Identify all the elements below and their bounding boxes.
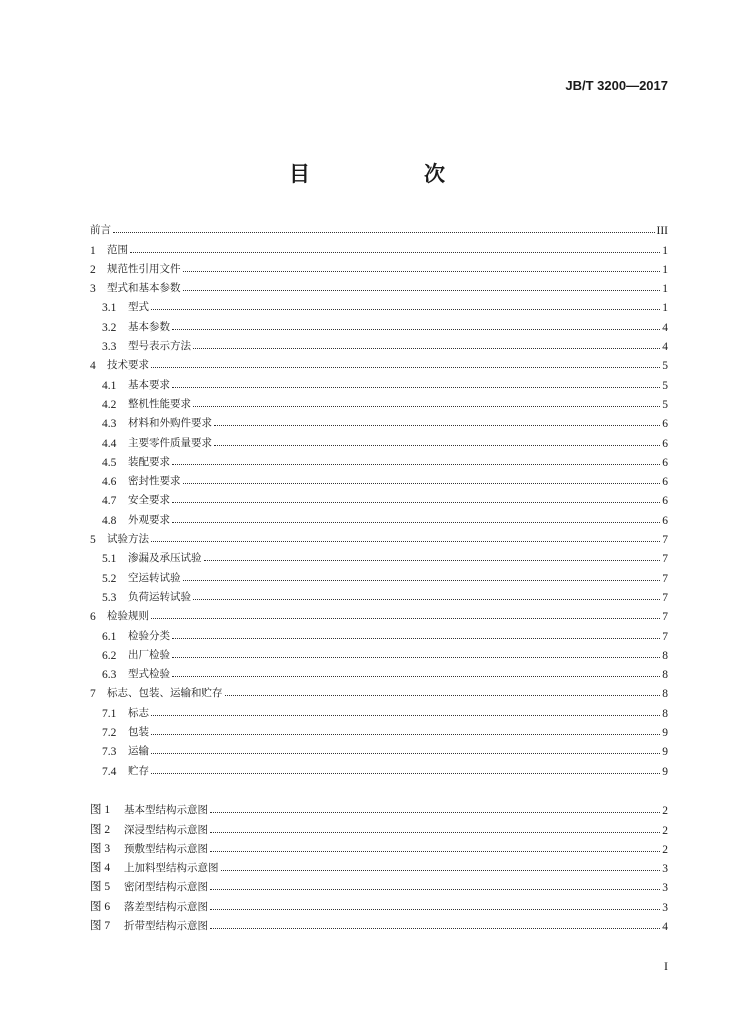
dot-leader — [172, 464, 660, 465]
dot-leader — [172, 329, 660, 330]
entry-title: 检验分类 — [128, 629, 170, 642]
dot-leader — [183, 271, 661, 272]
entry-title: 出厂检验 — [128, 648, 170, 661]
entry-number: 5.2 — [102, 572, 117, 585]
entry-title: 包装 — [128, 726, 149, 739]
dot-leader — [210, 832, 660, 833]
entry-title: 标志、包装、运输和贮存 — [107, 687, 223, 700]
entry-page: 4 — [662, 321, 668, 334]
entry-number: 4.6 — [102, 476, 117, 489]
entry-title: 外观要求 — [128, 513, 170, 526]
entry-title: 折带型结构示意图 — [124, 920, 208, 933]
entry-title: 基本要求 — [128, 378, 170, 391]
entry-number: 5.1 — [102, 553, 117, 566]
dot-leader — [172, 387, 660, 388]
toc-entry — [90, 469, 668, 488]
dot-leader — [151, 367, 660, 368]
page-title: 目 次 — [289, 162, 469, 186]
figure-entry — [90, 856, 668, 875]
dot-leader — [183, 483, 661, 484]
dot-leader — [172, 638, 660, 639]
entry-number: 5 — [90, 534, 96, 547]
entry-title: 范围 — [107, 243, 128, 256]
dot-leader — [151, 309, 660, 310]
toc-entry — [90, 681, 668, 700]
table-of-contents — [90, 218, 668, 778]
entry-title: 装配要求 — [128, 455, 170, 468]
entry-page: 6 — [662, 514, 668, 527]
toc-entry — [90, 758, 668, 777]
entry-page: 6 — [662, 418, 668, 431]
entry-title: 深浸型结构示意图 — [124, 823, 208, 836]
dot-leader — [151, 734, 660, 735]
entry-number: 1 — [90, 244, 96, 257]
dot-leader — [172, 522, 660, 523]
entry-number: 图 6 — [90, 900, 111, 913]
entry-title: 运输 — [128, 745, 149, 758]
entry-title: 基本型结构示意图 — [124, 804, 208, 817]
entry-title: 材料和外购件要求 — [128, 417, 212, 430]
toc-entry — [90, 334, 668, 353]
toc-entry — [90, 257, 668, 276]
toc-entry — [90, 643, 668, 662]
dot-leader — [151, 753, 660, 754]
entry-title: 贮存 — [128, 764, 149, 777]
dot-leader — [151, 541, 660, 542]
dot-leader — [221, 870, 661, 871]
entry-number: 4 — [90, 360, 96, 373]
entry-page: 2 — [662, 805, 668, 818]
entry-number: 6.2 — [102, 649, 117, 662]
entry-page: 7 — [662, 534, 668, 547]
dot-leader — [130, 252, 660, 253]
entry-page: 9 — [662, 746, 668, 759]
toc-entry — [90, 623, 668, 642]
dot-leader — [214, 425, 660, 426]
entry-number: 图 3 — [90, 842, 111, 855]
entry-title: 规范性引用文件 — [107, 262, 181, 275]
entry-title: 试验方法 — [107, 533, 149, 546]
entry-page: 9 — [662, 727, 668, 740]
entry-page: 3 — [662, 863, 668, 876]
toc-entry — [90, 662, 668, 681]
entry-page: 2 — [662, 824, 668, 837]
entry-number: 2 — [90, 263, 96, 276]
dot-leader — [172, 502, 660, 503]
entry-title: 预敷型结构示意图 — [124, 842, 208, 855]
entry-title: 渗漏及承压试验 — [128, 552, 202, 565]
entry-number: 3.3 — [102, 341, 117, 354]
dot-leader — [210, 909, 660, 910]
dot-leader — [183, 290, 661, 291]
entry-number: 7.4 — [102, 765, 117, 778]
entry-title: 技术要求 — [107, 359, 149, 372]
entry-title: 检验规则 — [107, 610, 149, 623]
entry-title: 负荷运转试验 — [128, 590, 191, 603]
entry-page: 4 — [662, 341, 668, 354]
dot-leader — [214, 445, 660, 446]
entry-page: 7 — [662, 611, 668, 624]
figure-list — [90, 798, 668, 933]
entry-number: 图 2 — [90, 823, 111, 836]
entry-title: 型式 — [128, 301, 149, 314]
entry-number: 图 5 — [90, 881, 111, 894]
toc-entry — [90, 430, 668, 449]
entry-page: 6 — [662, 456, 668, 469]
entry-title: 主要零件质量要求 — [128, 436, 212, 449]
standard-code: JB/T 3200—2017 — [565, 78, 668, 93]
entry-title: 整机性能要求 — [128, 397, 191, 410]
entry-title: 密闭型结构示意图 — [124, 881, 208, 894]
entry-number: 5.3 — [102, 591, 117, 604]
toc-entry — [90, 546, 668, 565]
entry-number: 3.2 — [102, 321, 117, 334]
entry-number: 3 — [90, 283, 96, 296]
entry-number: 图 4 — [90, 862, 111, 875]
entry-number: 7 — [90, 688, 96, 701]
entry-number: 4.7 — [102, 495, 117, 508]
toc-entry — [90, 411, 668, 430]
toc-entry — [90, 392, 668, 411]
figure-entry — [90, 914, 668, 933]
entry-page: 6 — [662, 495, 668, 508]
toc-entry — [90, 700, 668, 719]
entry-page: 9 — [662, 765, 668, 778]
dot-leader — [193, 599, 660, 600]
entry-number: 4.3 — [102, 418, 117, 431]
figure-entry — [90, 798, 668, 817]
dot-leader — [151, 773, 660, 774]
dot-leader — [210, 851, 660, 852]
entry-page: 1 — [662, 283, 668, 296]
entry-number: 7.2 — [102, 727, 117, 740]
entry-number: 6.3 — [102, 669, 117, 682]
entry-page: 5 — [662, 379, 668, 392]
entry-page: 7 — [662, 572, 668, 585]
dot-leader — [172, 676, 660, 677]
toc-entry — [90, 353, 668, 372]
entry-title: 型式检验 — [128, 668, 170, 681]
dot-leader — [183, 580, 661, 581]
dot-leader — [225, 695, 661, 696]
entry-title: 型号表示方法 — [128, 340, 191, 353]
entry-title: 安全要求 — [128, 494, 170, 507]
entry-number: 6.1 — [102, 630, 117, 643]
entry-number: 7.3 — [102, 746, 117, 759]
entry-page: 7 — [662, 591, 668, 604]
toc-entry — [90, 720, 668, 739]
toc-entry — [90, 585, 668, 604]
toc-entry — [90, 218, 668, 237]
entry-number: 7.1 — [102, 707, 117, 720]
dot-leader — [172, 657, 660, 658]
entry-number: 4.4 — [102, 437, 117, 450]
dot-leader — [113, 232, 655, 233]
entry-number: 6 — [90, 611, 96, 624]
entry-page: 1 — [662, 263, 668, 276]
dot-leader — [151, 715, 660, 716]
entry-page: 1 — [662, 244, 668, 257]
dot-leader — [151, 618, 660, 619]
toc-entry — [90, 276, 668, 295]
entry-number: 4.8 — [102, 514, 117, 527]
dot-leader — [193, 406, 660, 407]
entry-page: 5 — [662, 398, 668, 411]
entry-number: 3.1 — [102, 302, 117, 315]
entry-page: 7 — [662, 553, 668, 566]
entry-title: 落差型结构示意图 — [124, 900, 208, 913]
page-number: I — [664, 959, 668, 973]
entry-page: 8 — [662, 707, 668, 720]
entry-page: 3 — [662, 901, 668, 914]
entry-title: 空运转试验 — [128, 571, 181, 584]
entry-title: 型式和基本参数 — [107, 282, 181, 295]
toc-entry — [90, 314, 668, 333]
toc-entry — [90, 295, 668, 314]
figure-entry — [90, 837, 668, 856]
dot-leader — [193, 348, 660, 349]
toc-entry — [90, 450, 668, 469]
toc-entry — [90, 507, 668, 526]
toc-entry — [90, 488, 668, 507]
entry-page: 2 — [662, 843, 668, 856]
toc-entry — [90, 739, 668, 758]
entry-title: 上加料型结构示意图 — [124, 862, 219, 875]
dot-leader — [210, 812, 660, 813]
entry-page: 5 — [662, 360, 668, 373]
figure-entry — [90, 817, 668, 836]
entry-number: 4.5 — [102, 456, 117, 469]
figure-entry — [90, 894, 668, 913]
entry-title: 前言 — [90, 224, 111, 237]
toc-entry — [90, 565, 668, 584]
toc-entry — [90, 372, 668, 391]
entry-page: 6 — [662, 476, 668, 489]
entry-page: 6 — [662, 437, 668, 450]
entry-number: 图 7 — [90, 920, 111, 933]
toc-entry — [90, 527, 668, 546]
entry-page: III — [656, 225, 668, 238]
entry-title: 标志 — [128, 706, 149, 719]
dot-leader — [204, 560, 661, 561]
entry-title: 基本参数 — [128, 320, 170, 333]
entry-number: 4.2 — [102, 398, 117, 411]
dot-leader — [210, 928, 660, 929]
entry-number: 4.1 — [102, 379, 117, 392]
dot-leader — [210, 889, 660, 890]
entry-page: 8 — [662, 649, 668, 662]
toc-entry — [90, 604, 668, 623]
entry-title: 密封性要求 — [128, 475, 181, 488]
toc-entry — [90, 237, 668, 256]
entry-page: 1 — [662, 302, 668, 315]
figure-entry — [90, 875, 668, 894]
entry-page: 4 — [662, 921, 668, 934]
entry-number: 图 1 — [90, 804, 111, 817]
entry-page: 8 — [662, 669, 668, 682]
entry-page: 8 — [662, 688, 668, 701]
entry-page: 7 — [662, 630, 668, 643]
entry-page: 3 — [662, 882, 668, 895]
